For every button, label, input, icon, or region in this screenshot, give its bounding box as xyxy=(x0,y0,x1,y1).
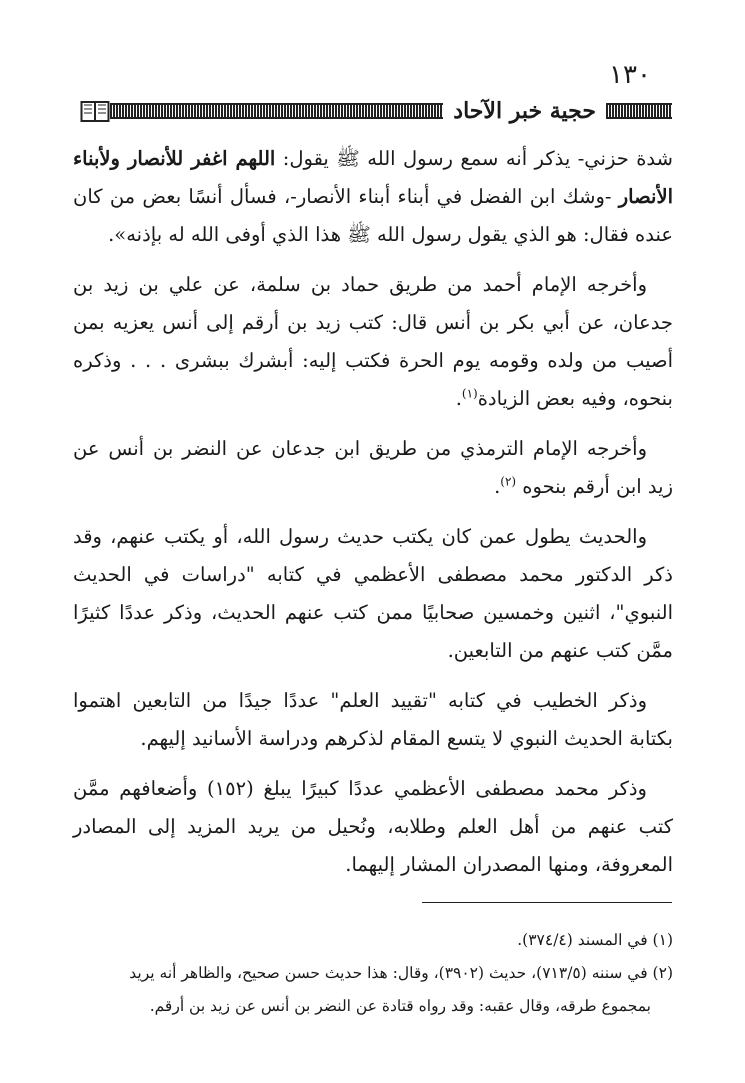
footnote-ref-1: (١) xyxy=(461,386,478,401)
running-header xyxy=(72,98,672,124)
paragraph-6: وذكر محمد مصطفى الأعظمي عددًا كبيرًا يبلغ (١٥٢) وأضعافهم ممَّن كتب عنهم من أهل العلم وطلابه، ونُحيل من يريد المزيد إلى المصادر المعروفة، ومنها المصدران المشار إليهما. xyxy=(73,777,673,876)
header-title: حجية خبر الآحاد xyxy=(453,98,596,124)
paragraph-4: والحديث يطول عمن كان يكتب حديث رسول الله، أو يكتب عنهم، وقد ذكر الدكتور محمد مصطفى الأعظمي في كتابه "دراسات في الحديث النبوي"، اثنين وخمسين صحابيًا ممن كتب عنهم الحديث، وذكر عددًا كثيرًا ممَّن كتب عنهم من التابعين. xyxy=(73,525,673,662)
book-icon xyxy=(80,99,110,123)
prophet-quote: اللهم اغفر للأنصار ولأبناء الأنصار xyxy=(73,147,673,208)
footnote-1: (١) في المسند (٣٧٤/٤). xyxy=(517,931,673,949)
header-rule-right xyxy=(110,103,443,119)
header-rule-left xyxy=(606,103,672,119)
footnotes xyxy=(68,924,673,1023)
paragraph-2 xyxy=(73,266,673,418)
paragraph-3-end: . xyxy=(494,475,501,498)
paragraph-5: وذكر الخطيب في كتابه "تقييد العلم" عددًا جيدًا من التابعين اهتموا بكتابة الحديث النبوي لا يتسع المقام لذكرهم ودراسة الأسانيد إليهم. xyxy=(73,689,673,750)
paragraph-1-lead: شدة حزني- يذكر أنه سمع رسول الله ﷺ يقول: xyxy=(275,147,673,170)
paragraph-2-text: وأخرجه الإمام أحمد من طريق حماد بن سلمة، عن علي بن زيد بن جدعان، عن أبي بكر بن أنس قال: كتب زيد بن أرقم إلى أنس يعزيه بمن أصيب من ولده وقومه يوم الحرة فكتب إليه: أبشرك ببشرى . . . وذكره بنحوه، وفيه بعض الزيادة xyxy=(73,273,673,410)
paragraph-1 xyxy=(73,140,673,254)
footnote-2-line-2: بمجموع طرقه، وقال عقبه: وقد رواه قتادة عن النضر بن أنس عن زيد بن أرقم. xyxy=(149,997,651,1015)
main-text xyxy=(73,140,673,896)
paragraph-1-rest: -وشك ابن الفضل في أبناء أبناء الأنصار-، فسأل أنسًا بعض من كان عنده فقال: هو الذي يقول رسول الله ﷺ هذا الذي أوفى الله له بإذنه». xyxy=(73,185,673,246)
footnote-2-line-1: (٢) في سننه (٧١٣/٥)، حديث (٣٩٠٢)، وقال: هذا حديث حسن صحيح، والظاهر أنه يريد xyxy=(129,964,673,982)
paragraph-2-end: . xyxy=(455,387,462,410)
footnote-ref-2: (٢) xyxy=(500,474,517,489)
paragraph-3-text: وأخرجه الإمام الترمذي من طريق ابن جدعان عن النضر بن أنس عن زيد ابن أرقم بنحوه xyxy=(73,437,673,498)
footnote-separator xyxy=(422,902,672,903)
paragraph-3 xyxy=(73,430,673,506)
page-number: ١٣٠ xyxy=(609,60,651,90)
